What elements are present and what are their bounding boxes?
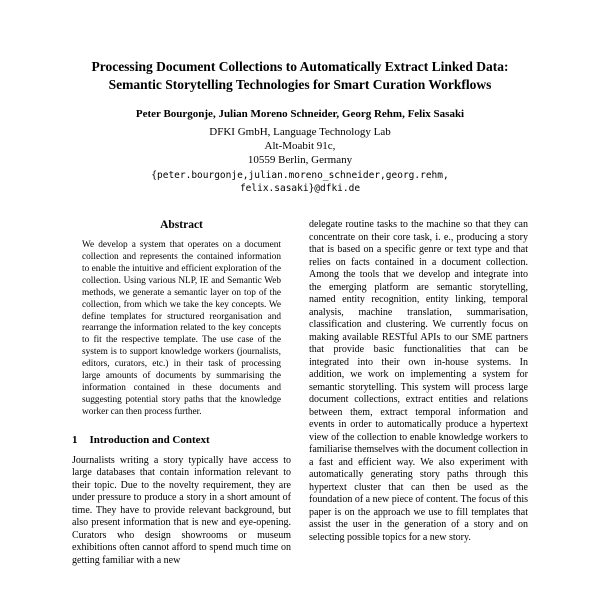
section-title: Introduction and Context xyxy=(89,433,210,446)
authors-line: Peter Bourgonje, Julian Moreno Schneider, Georg Rehm, Felix Sasaki xyxy=(135,108,465,121)
email-line-2: felix.sasaki}@dfki.de xyxy=(239,182,361,194)
body-paragraph-right: delegate routine tasks to the machine so that they can concentrate on their core task, i. e., producing a story that is based on a specific genre or text type and that relies on facts contained in a document collection. Among the tools that we develop and integrate into the emerging platform are semantic storytelling, named entity recognition, entity linking, temporal analysis, machine translation, summarisation, classification and clustering. We currently focus on making available RESTful APIs to our SME partners that provide basic functionalities that can be integrated into their own in-house systems. In addition, we work on implementing a system for semantic storytelling. This system will process large document collections, extract entities and relations between them, extract temporal information and events in order to automatically produce a hypertext view of the collection to enable knowledge workers to familiarise themselves with the document collection in a fast and efficient way. We also experiment with automatically generating story paths through this hypertext cluster that can then be used as the foundation of a new piece of content. The focus of this paper is on the approach we use to fill templates that assist the user in the generation of a story and on selecting possible topics for a new story. xyxy=(309,219,528,543)
abstract-heading: Abstract xyxy=(160,219,203,232)
affiliation-line-institute: DFKI GmbH, Language Technology Lab xyxy=(209,125,391,138)
section-heading-introduction xyxy=(72,434,291,446)
affiliation-line-street: Alt-Moabit 91c, xyxy=(264,140,336,153)
affiliation-block xyxy=(72,125,528,168)
right-column xyxy=(309,219,528,567)
abstract-paragraph: We develop a system that operates on a document collection and represents the contained information to enable the intuitive and efficient exploration of the collection. Using various NLP, IE and Semantic Web methods, we generate a semantic layer on top of the collection, from which we take the key concepts. We define templates for structured reorganisation and rearrange the information related to the key concepts to fit the respective template. The use case of the system is to support knowledge workers (journalists, editors, curators, etc.) in their task of processing large amounts of documents by summarising the information contained in these documents and suggesting potential story paths that the knowledge worker can then process further. xyxy=(82,240,281,417)
paper-title: Processing Document Collections to Automatically Extract Linked Data: Semantic Storytelling Technologies for Smart Curation Workflows xyxy=(91,59,509,93)
left-column xyxy=(72,219,291,567)
email-line-1: {peter.bourgonje,julian.moreno_schneider,georg.rehm, xyxy=(151,169,449,181)
intro-paragraph: Journalists writing a story typically have access to large databases that contain information relevant to their topic. Due to the novelty requirement, they are under pressure to produce a story in a short amount of time. They have to provide relevant background, but also present information that is new and eye-opening. Curators who design showrooms or museum exhibitions often cannot afford to spend much time on getting familiar with a new xyxy=(72,454,291,566)
two-column-body xyxy=(72,219,528,567)
section-number: 1 xyxy=(72,433,78,446)
email-block xyxy=(72,169,528,196)
affiliation-line-city: 10559 Berlin, Germany xyxy=(247,154,353,167)
